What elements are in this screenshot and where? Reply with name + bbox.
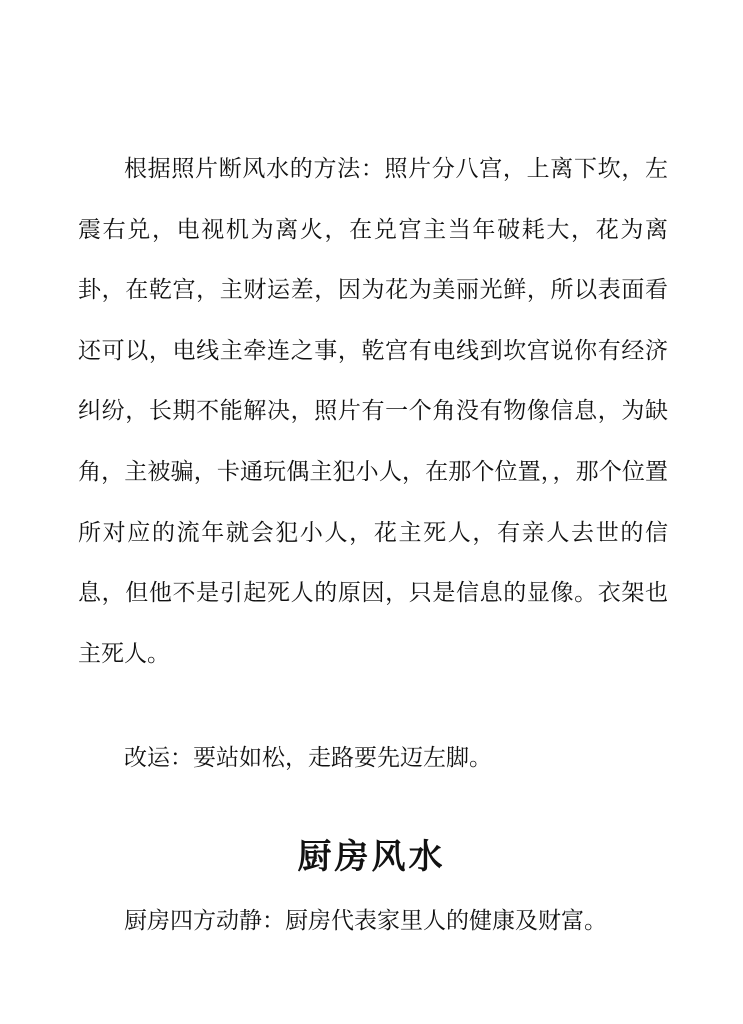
section-title: 厨房风水 (297, 837, 446, 877)
section-paragraph: 厨房四方动静：厨房代表家里人的健康及财富。 (124, 908, 607, 934)
body-paragraph-2: 改运：要站如松，走路要先迈左脚。 (124, 745, 492, 771)
body-paragraph-1: 根据照片断风水的方法：照片分八宫，上离下坎，左震右兑，电视机为离火，在兑宫主当年破耗大，花为离卦，在乾宫，主财运差，因为花为美丽光鲜，所以表面看还可以，电线主牵连之事，乾宫有电线到坎宫说你有经济纠纷，长期不能解决，照片有一个角没有物像信息，为缺角，主被骗，卡通玩偶主犯小人，在那个位置，，那个位置所对应的流年就会犯小人，花主死人，有亲人去世的信息，但他不是引起死人的原因，只是信息的显像。衣架也主死人。 (78, 156, 668, 667)
